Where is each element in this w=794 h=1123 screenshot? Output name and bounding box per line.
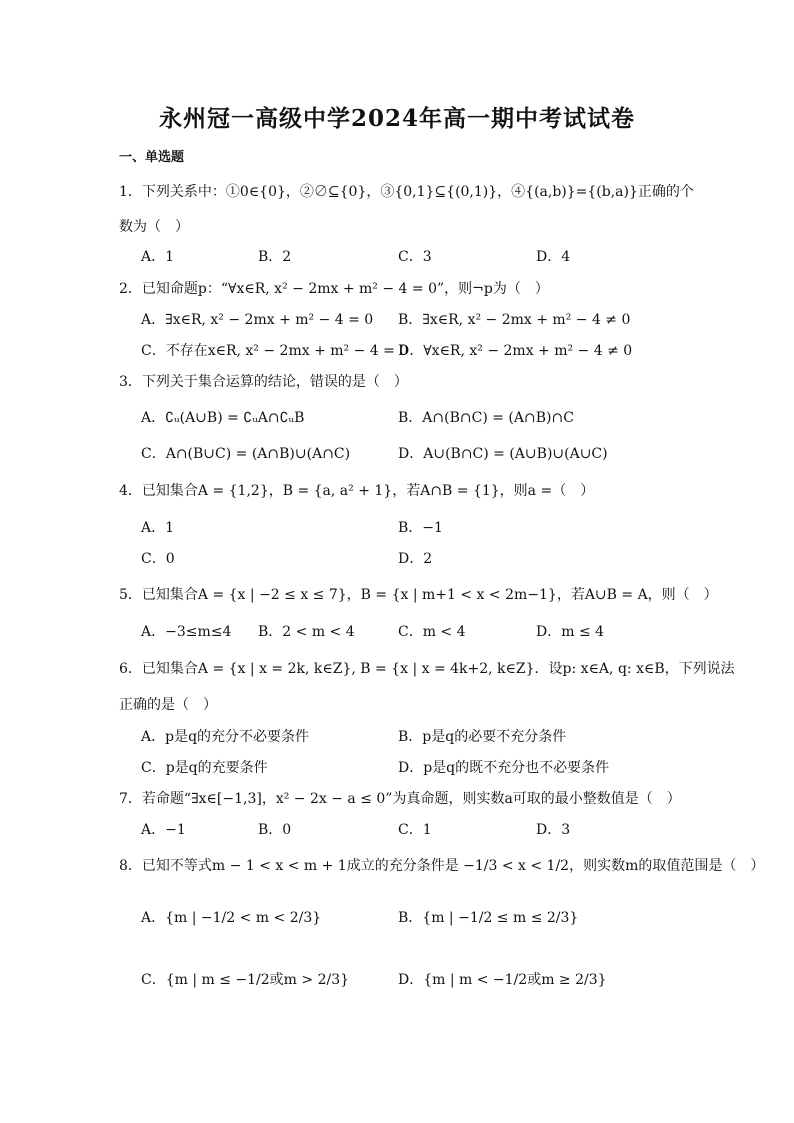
section-heading: 一、单选题 [119, 150, 185, 165]
q7-option-a[interactable]: A．−1 [141, 822, 186, 838]
q1-option-a[interactable]: A．1 [141, 249, 175, 265]
q1-option-c[interactable]: C．3 [398, 249, 432, 265]
q5-option-a[interactable]: A．−3≤m≤4 [141, 624, 232, 640]
q3-option-a[interactable]: A．∁ᵤ(A∪B) = ∁ᵤA∩∁ᵤB [141, 410, 305, 426]
q8-option-d[interactable]: D．{m | m < −1/2或m ≥ 2/3} [398, 972, 607, 988]
q5-option-d[interactable]: D．m ≤ 4 [536, 624, 605, 640]
q2-option-a[interactable]: A．∃x∈R, x² − 2mx + m² − 4 = 0 [141, 312, 374, 328]
question-6-text-cont: 正确的是（ ） [119, 697, 217, 713]
q6-option-d[interactable]: D．p是q的既不充分也不必要条件 [398, 760, 610, 776]
q3-option-c[interactable]: C．A∩(B∪C) = (A∩B)∪(A∩C) [141, 446, 351, 462]
question-6-text: 6．已知集合A = {x | x = 2k, k∈Z}, B = {x | x = 4k+2, k∈Z}．设p: x∈A, q: x∈B，下列说法 [119, 661, 735, 677]
q3-option-d[interactable]: D．A∪(B∩C) = (A∪B)∪(A∪C) [398, 446, 608, 462]
q6-option-c[interactable]: C．p是q的充要条件 [141, 760, 268, 776]
q3-option-b[interactable]: B．A∩(B∩C) = (A∩B)∩C [398, 410, 574, 426]
exam-title: 永州冠一高级中学2024年高一期中考试试卷 [158, 105, 635, 132]
question-8-text: 8．已知不等式m − 1 < x < m + 1成立的充分条件是 −1/3 < x < 1/2，则实数m的取值范围是（ ） [119, 858, 765, 874]
q4-option-a[interactable]: A．1 [141, 520, 175, 536]
q1-option-b[interactable]: B．2 [258, 249, 292, 265]
question-1-text: 1．下列关系中：①0∈{0}，②∅⊆{0}，③{0,1}⊆{(0,1)}，④{(a,b)}={(b,a)}正确的个 [119, 184, 694, 200]
q2-option-d[interactable]: D．∀x∈R, x² − 2mx + m² − 4 ≠ 0 [398, 343, 633, 359]
question-2-text: 2．已知命题p：“∀x∈R, x² − 2mx + m² − 4 = 0”，则¬p为（ ） [119, 281, 549, 297]
question-1-text-cont: 数为（ ） [119, 219, 189, 235]
q5-option-b[interactable]: B．2 < m < 4 [258, 624, 355, 640]
q8-option-a[interactable]: A．{m | −1/2 < m < 2/3} [141, 910, 322, 926]
q4-option-d[interactable]: D．2 [398, 551, 433, 567]
q4-option-c[interactable]: C．0 [141, 551, 175, 567]
question-5-text: 5．已知集合A = {x | −2 ≤ x ≤ 7}，B = {x | m+1 < x < 2m−1}，若A∪B = A，则（ ） [119, 587, 718, 603]
q2-option-c[interactable]: C．不存在x∈R, x² − 2mx + m² − 4 = 0 [141, 343, 409, 359]
q5-option-c[interactable]: C．m < 4 [398, 624, 466, 640]
question-7-text: 7．若命题“∃x∈[−1,3]，x² − 2x − a ≤ 0”为真命题，则实数a可取的最小整数值是（ ） [119, 791, 681, 807]
question-3-text: 3．下列关于集合运算的结论，错误的是（ ） [119, 374, 408, 390]
question-4-text: 4．已知集合A = {1,2}，B = {a, a² + 1}，若A∩B = {1}，则a =（ ） [119, 483, 595, 499]
q7-option-d[interactable]: D．3 [536, 822, 571, 838]
q1-option-d[interactable]: D．4 [536, 249, 571, 265]
q6-option-a[interactable]: A．p是q的充分不必要条件 [141, 729, 310, 745]
q4-option-b[interactable]: B．−1 [398, 520, 443, 536]
q7-option-b[interactable]: B．0 [258, 822, 292, 838]
q6-option-b[interactable]: B．p是q的必要不充分条件 [398, 729, 567, 745]
q2-option-b[interactable]: B．∃x∈R, x² − 2mx + m² − 4 ≠ 0 [398, 312, 631, 328]
q8-option-b[interactable]: B．{m | −1/2 ≤ m ≤ 2/3} [398, 910, 579, 926]
q8-option-c[interactable]: C．{m | m ≤ −1/2或m > 2/3} [141, 972, 350, 988]
q7-option-c[interactable]: C．1 [398, 822, 432, 838]
